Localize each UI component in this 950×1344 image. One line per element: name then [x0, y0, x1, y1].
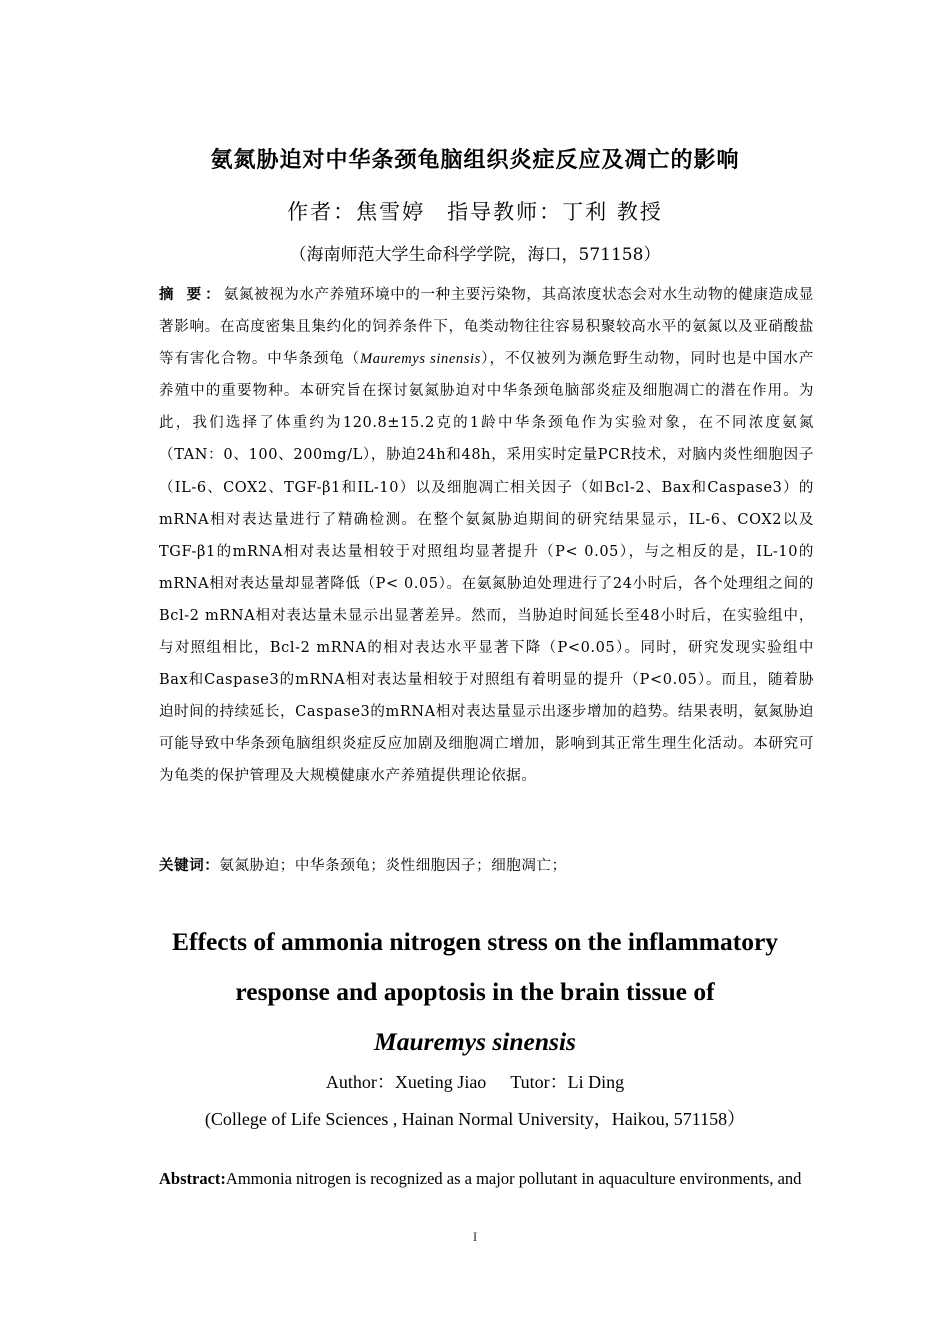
chinese-tutor: 指导教师：丁利 教授: [447, 200, 663, 224]
chinese-keywords: [159, 854, 814, 875]
english-title-line-1: Effects of ammonia nitrogen stress on the inflammatory: [171, 927, 779, 956]
english-author-line: [0, 1068, 950, 1094]
english-title-species: Mauremys sinensis: [374, 1027, 576, 1056]
english-affiliation: (College of Life Sciences , Hainan Normal University，Haikou, 571158）: [204, 1109, 746, 1129]
page-number: I: [472, 1229, 478, 1244]
chinese-affiliation: （海南师范大学生命科学学院，海口，571158）: [289, 245, 661, 265]
chinese-keywords-label: 关键词：: [159, 857, 220, 874]
chinese-abstract-species: Mauremys sinensis: [360, 351, 481, 368]
chinese-author: 作者：焦雪婷: [287, 200, 426, 224]
chinese-abstract-text-2: ），不仅被列为濒危野生动物，同时也是中国水产养殖中的重要物种。本研究旨在探讨氨氮胁迫对中华条颈龟脑部炎症及细胞凋亡的潜在作用。为此，我们选择了体重约为120.8±15.2克的1龄中华条颈龟作为实验对象，在不同浓度氨氮（TAN：0、100、200mg/L），胁迫24h和48h，采用实时定量PCR技术，对脑内炎性细胞因子（IL-6、COX2、TGF-β1和IL-10）以及细胞凋亡相关因子（如Bcl-2、Bax和Caspase3）的mRNA相对表达量进行了精确检测。在整个氨氮胁迫期间的研究结果显示，IL-6、COX2以及TGF-β1的mRNA相对表达量相较于对照组均显著提升（P< 0.05），与之相反的是，IL-10的mRNA相对表达量却显著降低（P< 0.05）。在氨氮胁迫处理进行了24小时后，各个处理组之间的Bcl-2 mRNA相对表达量未显示出显著差异。然而，当胁迫时间延长至48小时后，在实验组中，与对照组相比，Bcl-2 mRNA的相对表达水平显著下降（P<0.05）。同时，研究发现实验组中Bax和Caspase3的mRNA相对表达量相较于对照组有着明显的提升（P<0.05）。而且，随着胁迫时间的持续延长，Caspase3的mRNA相对表达量显示出逐步增加的趋势。结果表明，氨氮胁迫可能导致中华条颈龟脑组织炎症反应加剧及细胞凋亡增加，影响到其正常生理生化活动。本研究可为龟类的保护管理及大规模健康水产养殖提供理论依据。: [159, 351, 814, 785]
chinese-abstract: [159, 279, 814, 793]
chinese-title: 氨氮胁迫对中华条颈龟脑组织炎症反应及凋亡的影响: [210, 147, 740, 173]
english-author: Author：Xueting Jiao: [325, 1072, 487, 1092]
english-abstract-label: Abstract:: [159, 1169, 226, 1188]
chinese-author-line: [0, 196, 950, 226]
english-abstract-text: Ammonia nitrogen is recognized as a major pollutant in aquaculture environments, and: [225, 1169, 802, 1188]
chinese-abstract-text-1: 氨氮被视为水产养殖环境中的一种主要污染物，其高浓度状态会对水生动物的健康造成显著影响。在高度密集且集约化的饲养条件下，龟类动物往往容易积聚较高水平的氨氮以及亚硝酸盐等有害化合物。中华条颈龟（: [159, 287, 814, 368]
english-abstract: [159, 1169, 819, 1189]
chinese-abstract-label: 摘 要：: [159, 286, 224, 303]
chinese-keywords-text: 氨氮胁迫；中华条颈龟；炎性细胞因子；细胞凋亡；: [219, 858, 567, 874]
english-tutor: Tutor：Li Ding: [510, 1072, 625, 1092]
english-title: [130, 917, 820, 1067]
english-title-line-2: response and apoptosis in the brain tissue of: [235, 977, 715, 1006]
